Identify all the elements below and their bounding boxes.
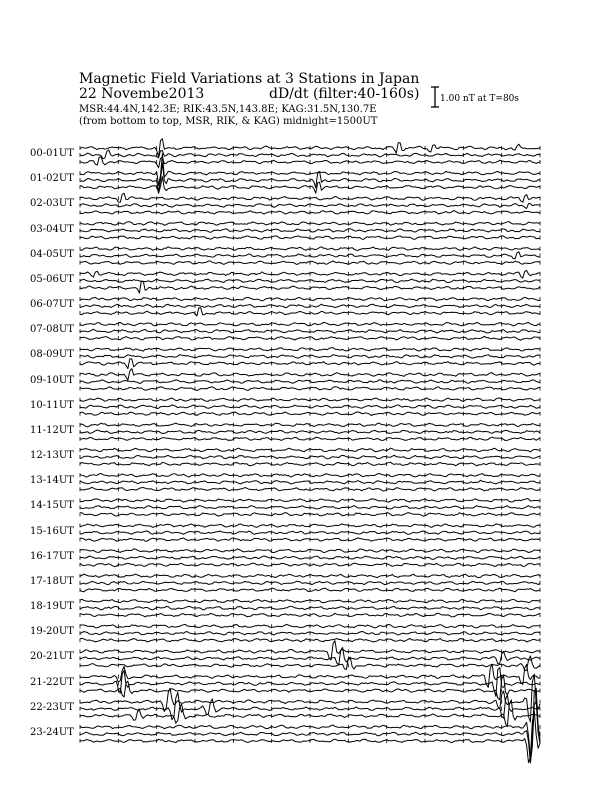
trace-line-kag-row-23 bbox=[80, 688, 540, 758]
hour-label: 17-18UT bbox=[30, 575, 74, 587]
hour-label: 14-15UT bbox=[30, 500, 74, 512]
station-coordinates: MSR:44.4N,142.3E; RIK:43.5N,143.8E; KAG:31.5N,130.7E bbox=[79, 104, 377, 115]
hour-label: 04-05UT bbox=[30, 248, 74, 260]
hour-label: 06-07UT bbox=[30, 299, 74, 311]
chart-date: 22 Novembe2013 bbox=[79, 86, 205, 102]
trace-line-msr-row-23 bbox=[80, 711, 540, 762]
hour-label: 20-21UT bbox=[30, 651, 74, 663]
hour-label: 11-12UT bbox=[30, 424, 74, 436]
hour-label: 00-01UT bbox=[30, 148, 74, 159]
station-order-note: (from bottom to top, MSR, RIK, & KAG) midnight=1500UT bbox=[79, 116, 378, 127]
hour-label: 08-09UT bbox=[30, 349, 74, 361]
chart-title: Magnetic Field Variations at 3 Stations in Japan bbox=[79, 71, 420, 87]
hour-label: 18-19UT bbox=[30, 601, 74, 613]
scale-bar-label: 1.00 nT at T=80s bbox=[440, 94, 520, 104]
trace-line-msr-row-22 bbox=[80, 700, 540, 727]
hour-label: 01-02UT bbox=[30, 173, 74, 185]
hour-label: 16-17UT bbox=[30, 550, 74, 562]
chart-mode: dD/dt (filter:40-160s) bbox=[269, 86, 420, 102]
hour-label: 21-22UT bbox=[30, 676, 74, 688]
hour-label: 13-14UT bbox=[30, 475, 74, 487]
trace-line-msr-row-21 bbox=[80, 676, 540, 700]
hour-label: 02-03UT bbox=[30, 198, 74, 210]
hour-label: 23-24UT bbox=[30, 726, 74, 738]
hour-label: 10-11UT bbox=[30, 399, 74, 411]
hour-label: 15-16UT bbox=[30, 525, 74, 537]
hour-label: 09-10UT bbox=[30, 374, 74, 386]
hour-label: 05-06UT bbox=[30, 273, 74, 285]
hour-label: 22-23UT bbox=[30, 701, 74, 713]
hour-label: 12-13UT bbox=[30, 450, 74, 462]
hour-label: 19-20UT bbox=[30, 626, 74, 638]
hour-label: 07-08UT bbox=[30, 324, 74, 336]
hour-label: 03-04UT bbox=[30, 223, 74, 235]
